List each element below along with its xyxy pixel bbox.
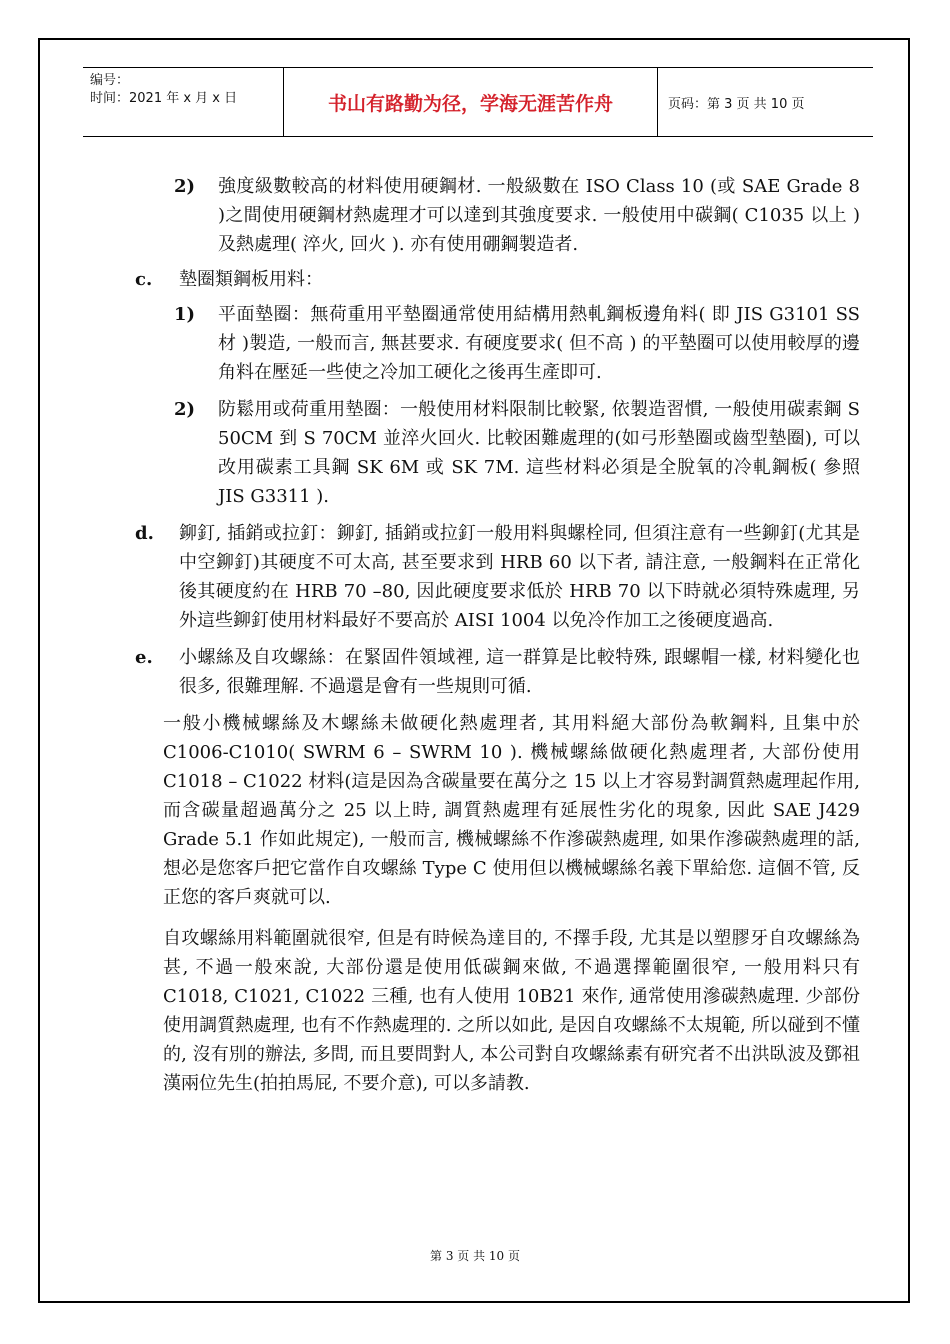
page-header xyxy=(83,67,873,137)
body-paragraph: 自攻螺絲用料範圍就很窄, 但是有時候為達目的, 不擇手段, 尤其是以塑膠牙自攻螺絲為甚, 不過一般來說, 大部份還是使用低碳鋼來做, 不過選擇範圍很窄, 一般用料只有 C1018, C1021, C1022 三種, 也有人使用 10B21 來作, 通常使用滲碳熱處理. 少部份使用調質熱處理, 也有不作熱處理的. 之所以如此, 是因自攻螺絲不太規範, 所以碰到不懂的, 沒有別的辦法, 多問, 而且要問對人, 本公司對自攻螺絲素有研究者不出洪臥波及鄧祖漢兩位先生(拍拍馬屁, 不要介意), 可以多請教. xyxy=(163,928,860,1094)
page-footer: 第 3 页 共 10 页 xyxy=(430,1249,520,1263)
item-text: 小螺絲及自攻螺絲：在緊固件領域裡, 這一群算是比較特殊, 跟螺帽一樣, 材料變化也很多, 很難理解. 不過還是會有一些規則可循. xyxy=(179,647,860,697)
header-page-info: 页码：第 3 页 共 10 页 xyxy=(668,96,805,112)
item-label: 2) xyxy=(174,399,196,420)
list-item xyxy=(130,395,860,511)
item-label: d. xyxy=(135,523,154,544)
item-text: 墊圈類鋼板用料： xyxy=(179,269,323,290)
header-motto: 书山有路勤为径，学海无涯苦作舟 xyxy=(284,68,658,136)
list-item xyxy=(130,519,860,635)
item-text: 強度級數較高的材料使用硬鋼材. 一般級數在 ISO Class 10 (或 SAE Grade 8 )之間使用硬鋼材熱處理才可以達到其強度要求. 一般使用中碳鋼( C1035 以上 )及熱處理( 淬火, 回火 ). 亦有使用硼鋼製造者. xyxy=(218,176,860,255)
body-paragraph: 一般小機械螺絲及木螺絲未做硬化熱處理者, 其用料絕大部份為軟鋼料, 且集中於 C1006-C1010( SWRM 6 – SWRM 10 ). 機械螺絲做硬化熱處理者, 大部份使用 C1018 – C1022 材料(這是因為含碳量要在萬分之 15 以上才容易對調質熱處理起作用, 而含碳量超過萬分之 25 以上時, 調質熱處理有延展性劣化的現象, 因此 SAE J429 Grade 5.1 作如此規定), 一般而言, 機械螺絲不作滲碳熱處理, 如果作滲碳熱處理的話, 想必是您客戶把它當作自攻螺絲 Type C 使用但以機械螺絲名義下單給您. 這個不管, 反正您的客戶爽就可以. xyxy=(163,713,860,908)
item-text: 平面墊圈：無荷重用平墊圈通常使用結構用熱軋鋼板邊角料( 即 JIS G3101 SS 材 )製造, 一般而言, 無甚要求. 有硬度要求( 但不高 ) 的平墊圈可以使用較厚的邊角料在壓延一些使之冷加工硬化之後再生產即可. xyxy=(218,304,860,383)
item-label: e. xyxy=(135,647,153,668)
list-item xyxy=(130,172,860,259)
list-item xyxy=(130,300,860,387)
header-date: 时间：2021 年 x 月 x 日 xyxy=(90,91,238,106)
item-label: 2) xyxy=(174,176,196,197)
item-label: c. xyxy=(135,269,153,290)
list-item xyxy=(130,643,860,701)
list-item xyxy=(130,265,860,294)
document-body xyxy=(130,172,860,1098)
header-number-label: 编号： xyxy=(90,73,130,88)
item-text: 鉚釘, 插銷或拉釘：鉚釘, 插銷或拉釘一般用料與螺栓同, 但須注意有一些鉚釘(尤其是中空鉚釘)其硬度不可太高, 甚至要求到 HRB 60 以下者, 請注意, 一般鋼料在正常化後其硬度約在 HRB 70 –80, 因此硬度要求低於 HRB 70 以下時就必須特殊處理, 另外這些鉚釘使用材料最好不要高於 AISI 1004 以免冷作加工之後硬度過高. xyxy=(179,523,860,631)
item-label: 1) xyxy=(174,304,196,325)
item-text: 防鬆用或荷重用墊圈：一般使用材料限制比較緊, 依製造習慣, 一般使用碳素鋼 S 50CM 到 S 70CM 並淬火回火. 比較困難處理的(如弓形墊圈或齒型墊圈), 可以改用碳素工具鋼 SK 6M 或 SK 7M. 這些材料必須是全脫氧的冷軋鋼板( 參照 JIS G3311 ). xyxy=(218,399,860,507)
header-meta xyxy=(83,68,284,136)
